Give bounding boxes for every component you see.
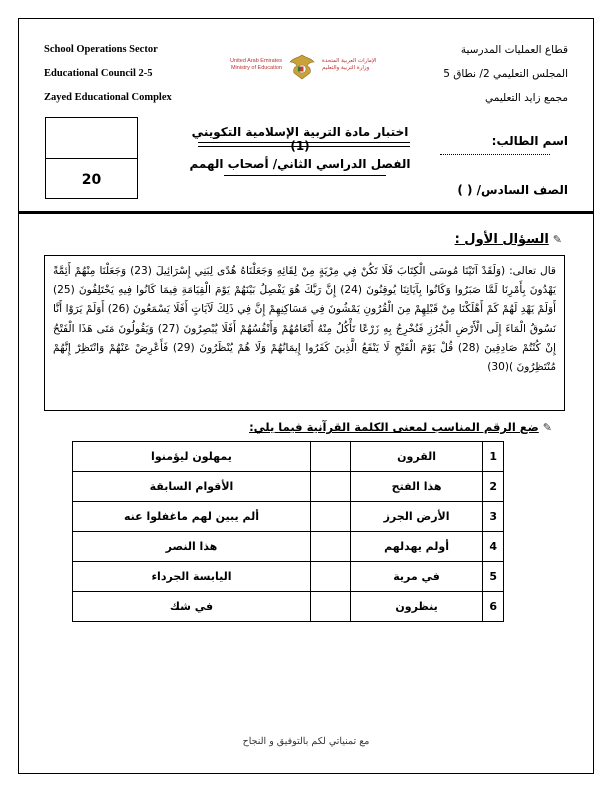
table-row	[73, 502, 504, 532]
meaning: ألم يبين لهم ماغفلوا عنه	[73, 502, 311, 532]
footer-wish: مع تمنياتي لكم بالتوفيق و النجاح	[242, 736, 370, 747]
score-box	[45, 117, 138, 199]
row-number: 5	[483, 562, 504, 592]
table-row	[73, 532, 504, 562]
title-underline	[198, 146, 410, 147]
table-row	[73, 442, 504, 472]
quran-word: في مرية	[350, 562, 483, 592]
meaning: الأقوام السابقة	[73, 472, 311, 502]
row-number: 2	[483, 472, 504, 502]
quran-word: القرون	[350, 442, 483, 472]
question-2-title	[249, 420, 552, 434]
header-left-line: Zayed Educational Complex	[44, 92, 172, 103]
quran-word: ينظرون	[350, 592, 483, 622]
pencil-icon: ✎	[552, 233, 562, 246]
header-left-line: School Operations Sector	[44, 44, 158, 55]
meaning: في شك	[73, 592, 311, 622]
student-name-field[interactable]	[440, 154, 550, 157]
subtitle-underline	[224, 175, 386, 176]
answer-cell[interactable]	[310, 562, 350, 592]
header-left-line: Educational Council 2-5	[44, 68, 153, 79]
header-right-line: قطاع العمليات المدرسية	[460, 44, 568, 56]
uae-emblem-icon	[286, 52, 318, 82]
table-row	[73, 592, 504, 622]
question-1-label: السؤال الأول :	[454, 232, 549, 247]
header-right	[398, 38, 568, 110]
student-name-label: اسم الطالب:	[491, 134, 568, 148]
answer-cell[interactable]	[310, 442, 350, 472]
row-number: 1	[483, 442, 504, 472]
row-number: 3	[483, 502, 504, 532]
title-underline	[198, 142, 410, 143]
exam-subtitle: الفصل الدراسي الثاني/ أصحاب الهمم	[189, 157, 411, 171]
logo-text-en: United Arab Emirates Ministry of Education	[230, 58, 282, 71]
header-right-line: المجلس التعليمي 2/ نطاق 5	[443, 68, 568, 80]
quran-word: هذا الفتح	[350, 472, 483, 502]
answer-cell[interactable]	[310, 532, 350, 562]
question-1-title	[455, 232, 562, 247]
row-number: 4	[483, 532, 504, 562]
logo-text-ar: الإمارات العربية المتحدة وزارة التربية والتعليم	[322, 58, 377, 71]
header-right-line: مجمع زايد التعليمي	[485, 92, 568, 104]
table-row	[73, 472, 504, 502]
quran-passage: قال تعالى: (وَلَقَدْ آتَيْنَا مُوسَى الْكِتَابَ فَلَا تَكُنْ فِي مِرْيَةٍ مِنْ لِقَائِهِ وَجَعَلْنَاهُ هُدًى لِبَنِي إِسْرَائِيلَ (23) وَجَعَلْنَا مِنْهُمْ أَئِمَّةً يَهْدُونَ بِأَمْرِنَا لَمَّا صَبَرُوا وَكَانُوا بِآيَاتِنَا يُوقِنُونَ (24) إِنَّ رَبَّكَ هُوَ يَفْصِلُ بَيْنَهُمْ يَوْمَ الْقِيَامَةِ فِيمَا كَانُوا فِيهِ يَخْتَلِفُونَ (25) أَوَلَمْ يَهْدِ لَهُمْ كَمْ أَهْلَكْنَا مِنْ قَبْلِهِمْ مِنَ الْقُرُونِ يَمْشُونَ فِي مَسَاكِنِهِمْ إِنَّ فِي ذَلِكَ لَآيَاتٍ أَفَلَا يَسْمَعُونَ (26) أَوَلَمْ يَرَوْا أَنَّا نَسُوقُ الْمَاءَ إِلَى الْأَرْضِ الْجُرُزِ فَنُخْرِجُ بِهِ زَرْعًا تَأْكُلُ مِنْهُ أَنْعَامُهُمْ وَأَنْفُسُهُمْ أَفَلَا يُبْصِرُونَ (27) وَيَقُولُونَ مَتَى هَذَا الْفَتْحُ إِنْ كُنْتُمْ صَادِقِينَ (28) قُلْ يَوْمَ الْفَتْحِ لَا يَنْفَعُ الَّذِينَ كَفَرُوا إِيمَانُهُمْ وَلَا هُمْ يُنْظَرُونَ (29) فَأَعْرِضْ عَنْهُمْ وَانْتَظِرْ إِنَّهُمْ مُنْتَظِرُونَ )(30)	[44, 255, 565, 411]
score-box-divider	[46, 158, 137, 159]
meaning: يمهلون ليؤمنوا	[73, 442, 311, 472]
exam-title: اختبار مادة التربية الإسلامية التكويني (1)	[191, 125, 409, 153]
ministry-logo	[212, 52, 402, 82]
section-divider	[18, 211, 594, 214]
question-2-label: ضع الرقم المناسب لمعنى الكلمة القرآنية فيما يلي:	[249, 420, 539, 434]
matching-table	[72, 441, 504, 622]
table-row	[73, 562, 504, 592]
pencil-icon: ✎	[542, 421, 552, 434]
quran-word: أولم يهدلهم	[350, 532, 483, 562]
meaning: هذا النصر	[73, 532, 311, 562]
quran-word: الأرض الجرز	[350, 502, 483, 532]
answer-cell[interactable]	[310, 592, 350, 622]
class-label: الصف السادس/ ( )	[457, 183, 568, 197]
answer-cell[interactable]	[310, 502, 350, 532]
row-number: 6	[483, 592, 504, 622]
total-score: 20	[81, 172, 102, 188]
header-left	[44, 38, 204, 110]
answer-cell[interactable]	[310, 472, 350, 502]
meaning: اليابسة الجرداء	[73, 562, 311, 592]
